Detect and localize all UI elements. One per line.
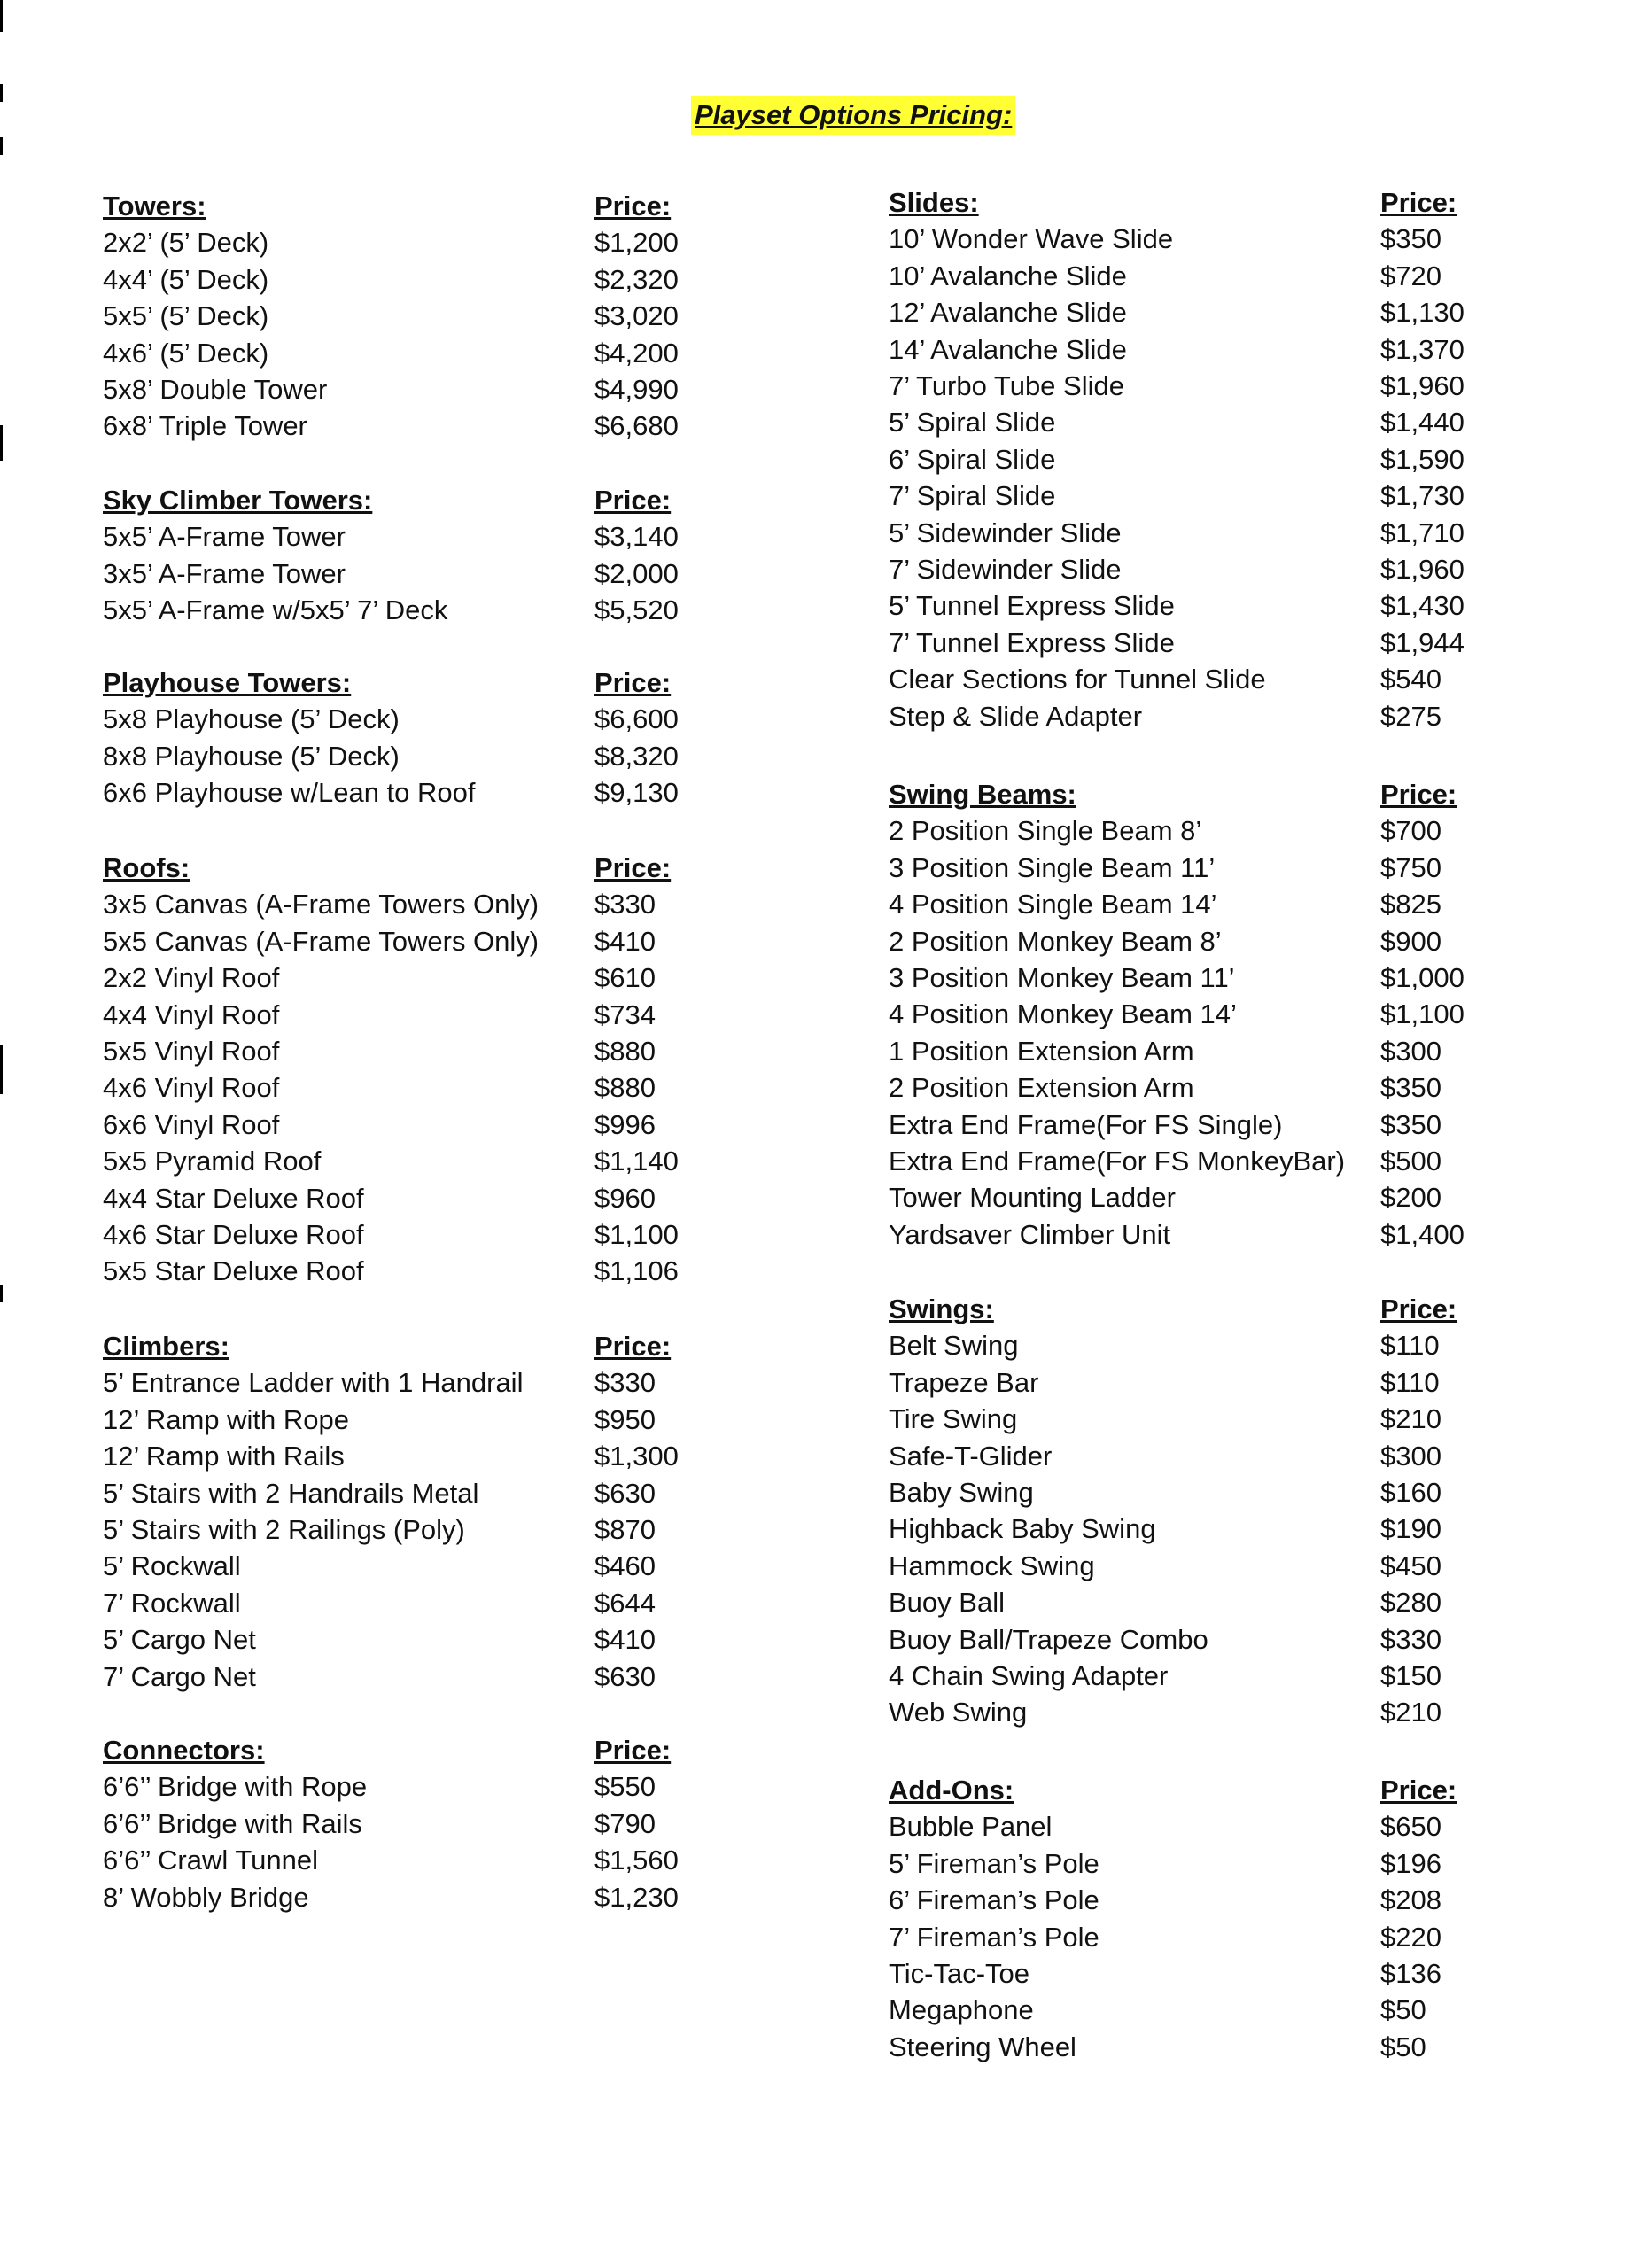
item-name: 4 Position Single Beam 14’ bbox=[889, 889, 1217, 920]
item-name: 8x8 Playhouse (5’ Deck) bbox=[103, 740, 400, 772]
item-price: $644 bbox=[594, 1587, 656, 1619]
item-name: 4x4 Vinyl Roof bbox=[103, 998, 280, 1030]
item-price: $6,600 bbox=[594, 703, 679, 735]
item-name: 5x5 Star Deluxe Roof bbox=[103, 1255, 364, 1287]
item-price: $1,300 bbox=[594, 1441, 679, 1472]
item-price: $1,590 bbox=[1380, 443, 1464, 475]
scan-edge-mark bbox=[0, 0, 3, 32]
item-price: $4,200 bbox=[594, 337, 679, 369]
item-price: $950 bbox=[594, 1403, 656, 1435]
item-price: $1,140 bbox=[594, 1146, 679, 1177]
item-price: $280 bbox=[1380, 1587, 1441, 1619]
item-price: $1,400 bbox=[1380, 1218, 1464, 1250]
item-name: 5’ Cargo Net bbox=[103, 1624, 256, 1656]
item-name: 3x5 Canvas (A-Frame Towers Only) bbox=[103, 889, 540, 920]
item-price: $4,990 bbox=[594, 374, 679, 405]
item-price: $2,320 bbox=[594, 263, 679, 295]
item-name: 4 Position Monkey Beam 14’ bbox=[889, 998, 1237, 1030]
item-price: $136 bbox=[1380, 1958, 1441, 1989]
item-name: 3 Position Single Beam 11’ bbox=[889, 851, 1216, 883]
item-price: $330 bbox=[594, 1367, 656, 1399]
item-name: 5x5 Canvas (A-Frame Towers Only) bbox=[103, 925, 540, 957]
item-price: $630 bbox=[594, 1477, 656, 1509]
section-heading: Roofs: bbox=[103, 852, 190, 883]
item-price: $208 bbox=[1380, 1884, 1441, 1916]
item-price: $450 bbox=[1380, 1550, 1441, 1581]
item-price: $734 bbox=[594, 998, 656, 1030]
item-price: $8,320 bbox=[594, 740, 679, 772]
item-name: 4x6’ (5’ Deck) bbox=[103, 337, 269, 369]
item-price: $3,020 bbox=[594, 300, 679, 332]
item-name: 5x5’ A-Frame Tower bbox=[103, 521, 346, 553]
item-name: 10’ Avalanche Slide bbox=[889, 260, 1127, 291]
item-name: 6’ Fireman’s Pole bbox=[889, 1884, 1099, 1916]
page-title: Playset Options Pricing: bbox=[691, 96, 1015, 135]
item-price: $110 bbox=[1380, 1330, 1440, 1362]
item-name: 7’ Tunnel Express Slide bbox=[889, 626, 1175, 658]
item-name: 6’6’’ Bridge with Rails bbox=[103, 1807, 362, 1839]
item-name: 7’ Sidewinder Slide bbox=[889, 554, 1122, 585]
item-price: $880 bbox=[594, 1036, 656, 1067]
item-name: Buoy Ball/Trapeze Combo bbox=[889, 1623, 1208, 1655]
item-price: $700 bbox=[1380, 815, 1441, 847]
price-column-label: Price: bbox=[594, 1331, 672, 1362]
item-price: $50 bbox=[1380, 2031, 1426, 2062]
item-name: 7’ Turbo Tube Slide bbox=[889, 370, 1124, 401]
item-name: 7’ Fireman’s Pole bbox=[889, 1921, 1099, 1953]
item-price: $330 bbox=[594, 889, 656, 920]
item-name: 2x2 Vinyl Roof bbox=[103, 962, 280, 994]
item-price: $650 bbox=[1380, 1811, 1441, 1843]
item-name: Extra End Frame(For FS Single) bbox=[889, 1108, 1283, 1140]
item-price: $1,960 bbox=[1380, 554, 1464, 585]
price-column-label: Price: bbox=[594, 190, 672, 221]
item-price: $300 bbox=[1380, 1440, 1441, 1472]
item-price: $900 bbox=[1380, 925, 1441, 957]
item-name: Step & Slide Adapter bbox=[889, 700, 1143, 732]
item-price: $330 bbox=[1380, 1623, 1441, 1655]
item-name: 4x4 Star Deluxe Roof bbox=[103, 1182, 364, 1214]
item-price: $610 bbox=[594, 962, 656, 994]
item-price: $1,106 bbox=[594, 1255, 679, 1287]
price-column-label: Price: bbox=[1380, 187, 1457, 218]
item-name: 12’ Ramp with Rope bbox=[103, 1403, 349, 1435]
section-heading: Climbers: bbox=[103, 1331, 229, 1362]
item-price: $350 bbox=[1380, 1072, 1441, 1104]
section-heading: Playhouse Towers: bbox=[103, 667, 352, 698]
item-name: 5x8 Playhouse (5’ Deck) bbox=[103, 703, 400, 735]
item-name: 4x6 Star Deluxe Roof bbox=[103, 1219, 364, 1250]
item-price: $1,730 bbox=[1380, 480, 1464, 512]
item-name: 2x2’ (5’ Deck) bbox=[103, 227, 269, 259]
item-price: $1,370 bbox=[1380, 333, 1464, 365]
item-name: Hammock Swing bbox=[889, 1550, 1095, 1581]
item-name: Tic-Tac-Toe bbox=[889, 1958, 1030, 1989]
item-price: $1,430 bbox=[1380, 590, 1464, 622]
item-name: 12’ Ramp with Rails bbox=[103, 1441, 345, 1472]
section-heading: Connectors: bbox=[103, 1735, 265, 1766]
item-name: Highback Baby Swing bbox=[889, 1513, 1156, 1545]
item-price: $825 bbox=[1380, 889, 1441, 920]
item-name: 5’ Sidewinder Slide bbox=[889, 517, 1122, 548]
item-price: $220 bbox=[1380, 1921, 1441, 1953]
item-name: 6x6 Vinyl Roof bbox=[103, 1108, 280, 1140]
item-price: $160 bbox=[1380, 1477, 1441, 1508]
item-price: $1,100 bbox=[1380, 998, 1464, 1030]
item-name: 5x8’ Double Tower bbox=[103, 374, 328, 405]
item-name: 2 Position Monkey Beam 8’ bbox=[889, 925, 1222, 957]
item-price: $6,680 bbox=[594, 410, 679, 442]
item-name: 6’6’’ Bridge with Rope bbox=[103, 1771, 368, 1803]
item-price: $1,960 bbox=[1380, 370, 1464, 401]
item-name: 5’ Fireman’s Pole bbox=[889, 1847, 1099, 1879]
item-name: Tire Swing bbox=[889, 1403, 1018, 1435]
item-price: $750 bbox=[1380, 851, 1441, 883]
scan-edge-mark bbox=[0, 84, 3, 102]
item-price: $200 bbox=[1380, 1182, 1441, 1214]
item-price: $3,140 bbox=[594, 521, 679, 553]
item-name: 1 Position Extension Arm bbox=[889, 1035, 1194, 1067]
item-price: $300 bbox=[1380, 1035, 1441, 1067]
item-price: $1,230 bbox=[594, 1881, 679, 1913]
item-name: Clear Sections for Tunnel Slide bbox=[889, 664, 1266, 695]
item-price: $540 bbox=[1380, 664, 1441, 695]
item-name: 4x6 Vinyl Roof bbox=[103, 1072, 280, 1104]
item-name: Trapeze Bar bbox=[889, 1366, 1039, 1398]
section-heading: Add-Ons: bbox=[889, 1775, 1014, 1806]
item-name: 3 Position Monkey Beam 11’ bbox=[889, 962, 1235, 993]
item-name: Steering Wheel bbox=[889, 2031, 1076, 2062]
item-price: $1,130 bbox=[1380, 297, 1464, 329]
item-name: Baby Swing bbox=[889, 1477, 1034, 1508]
item-name: 2 Position Single Beam 8’ bbox=[889, 815, 1202, 847]
item-price: $1,560 bbox=[594, 1845, 679, 1876]
price-column-label: Price: bbox=[594, 852, 672, 883]
item-price: $410 bbox=[594, 1624, 656, 1656]
scan-edge-mark bbox=[0, 425, 3, 461]
item-name: 4 Chain Swing Adapter bbox=[889, 1660, 1169, 1691]
item-price: $870 bbox=[594, 1514, 656, 1545]
item-price: $500 bbox=[1380, 1146, 1441, 1177]
item-name: 5’ Stairs with 2 Railings (Poly) bbox=[103, 1514, 465, 1545]
item-price: $50 bbox=[1380, 1994, 1426, 2026]
item-price: $720 bbox=[1380, 260, 1441, 291]
item-name: 7’ Spiral Slide bbox=[889, 480, 1056, 512]
item-name: 5’ Rockwall bbox=[103, 1550, 241, 1582]
item-name: Buoy Ball bbox=[889, 1587, 1005, 1619]
item-name: 12’ Avalanche Slide bbox=[889, 297, 1127, 329]
item-price: $110 bbox=[1380, 1366, 1440, 1398]
item-name: Safe-T-Glider bbox=[889, 1440, 1053, 1472]
item-name: 10’ Wonder Wave Slide bbox=[889, 223, 1174, 255]
item-name: Yardsaver Climber Unit bbox=[889, 1218, 1171, 1250]
item-price: $350 bbox=[1380, 1108, 1441, 1140]
item-price: $9,130 bbox=[594, 777, 679, 809]
item-price: $460 bbox=[594, 1550, 656, 1582]
item-name: 2 Position Extension Arm bbox=[889, 1072, 1194, 1104]
item-name: Megaphone bbox=[889, 1994, 1034, 2026]
item-price: $1,000 bbox=[1380, 962, 1464, 993]
item-price: $2,000 bbox=[594, 557, 679, 589]
item-name: 3x5’ A-Frame Tower bbox=[103, 557, 346, 589]
item-name: Bubble Panel bbox=[889, 1811, 1053, 1843]
item-price: $196 bbox=[1380, 1847, 1441, 1879]
item-price: $630 bbox=[594, 1660, 656, 1692]
item-name: 6’6’’ Crawl Tunnel bbox=[103, 1845, 318, 1876]
item-name: 5’ Tunnel Express Slide bbox=[889, 590, 1175, 622]
item-name: 5’ Spiral Slide bbox=[889, 407, 1056, 439]
item-name: Extra End Frame(For FS MonkeyBar) bbox=[889, 1146, 1346, 1177]
item-price: $1,710 bbox=[1380, 517, 1464, 548]
item-price: $410 bbox=[594, 925, 656, 957]
item-price: $960 bbox=[594, 1182, 656, 1214]
item-price: $275 bbox=[1380, 700, 1441, 732]
price-column-label: Price: bbox=[594, 485, 672, 516]
item-price: $1,100 bbox=[594, 1219, 679, 1250]
item-price: $1,944 bbox=[1380, 626, 1464, 658]
price-column-label: Price: bbox=[1380, 1293, 1457, 1324]
item-name: 8’ Wobbly Bridge bbox=[103, 1881, 309, 1913]
item-price: $550 bbox=[594, 1771, 656, 1803]
item-name: Tower Mounting Ladder bbox=[889, 1182, 1176, 1214]
item-price: $150 bbox=[1380, 1660, 1441, 1691]
scan-edge-mark bbox=[0, 1285, 3, 1302]
item-price: $190 bbox=[1380, 1513, 1441, 1545]
item-name: Web Swing bbox=[889, 1697, 1028, 1728]
item-price: $210 bbox=[1380, 1403, 1441, 1435]
item-price: $350 bbox=[1380, 223, 1441, 255]
item-name: 6x8’ Triple Tower bbox=[103, 410, 307, 442]
item-name: 7’ Rockwall bbox=[103, 1587, 241, 1619]
price-column-label: Price: bbox=[594, 667, 672, 698]
section-heading: Towers: bbox=[103, 190, 206, 221]
item-price: $1,440 bbox=[1380, 407, 1464, 439]
item-price: $996 bbox=[594, 1108, 656, 1140]
item-name: 5x5 Pyramid Roof bbox=[103, 1146, 322, 1177]
section-heading: Slides: bbox=[889, 187, 979, 218]
item-price: $790 bbox=[594, 1807, 656, 1839]
item-name: 5x5’ A-Frame w/5x5’ 7’ Deck bbox=[103, 594, 448, 626]
scan-edge-mark bbox=[0, 1045, 3, 1094]
item-name: 5’ Entrance Ladder with 1 Handrail bbox=[103, 1367, 524, 1399]
item-price: $5,520 bbox=[594, 594, 679, 626]
section-heading: Swings: bbox=[889, 1293, 994, 1324]
item-name: Belt Swing bbox=[889, 1330, 1019, 1362]
item-name: 7’ Cargo Net bbox=[103, 1660, 256, 1692]
price-column-label: Price: bbox=[594, 1735, 672, 1766]
item-name: 4x4’ (5’ Deck) bbox=[103, 263, 269, 295]
item-name: 5x5 Vinyl Roof bbox=[103, 1036, 280, 1067]
price-column-label: Price: bbox=[1380, 779, 1457, 810]
item-price: $880 bbox=[594, 1072, 656, 1104]
item-name: 14’ Avalanche Slide bbox=[889, 333, 1127, 365]
item-price: $1,200 bbox=[594, 227, 679, 259]
scan-edge-mark bbox=[0, 137, 3, 155]
item-price: $210 bbox=[1380, 1697, 1441, 1728]
item-name: 6’ Spiral Slide bbox=[889, 443, 1056, 475]
item-name: 5x5’ (5’ Deck) bbox=[103, 300, 269, 332]
price-column-label: Price: bbox=[1380, 1775, 1457, 1806]
section-heading: Swing Beams: bbox=[889, 779, 1076, 810]
section-heading: Sky Climber Towers: bbox=[103, 485, 373, 516]
item-name: 6x6 Playhouse w/Lean to Roof bbox=[103, 777, 476, 809]
item-name: 5’ Stairs with 2 Handrails Metal bbox=[103, 1477, 479, 1509]
